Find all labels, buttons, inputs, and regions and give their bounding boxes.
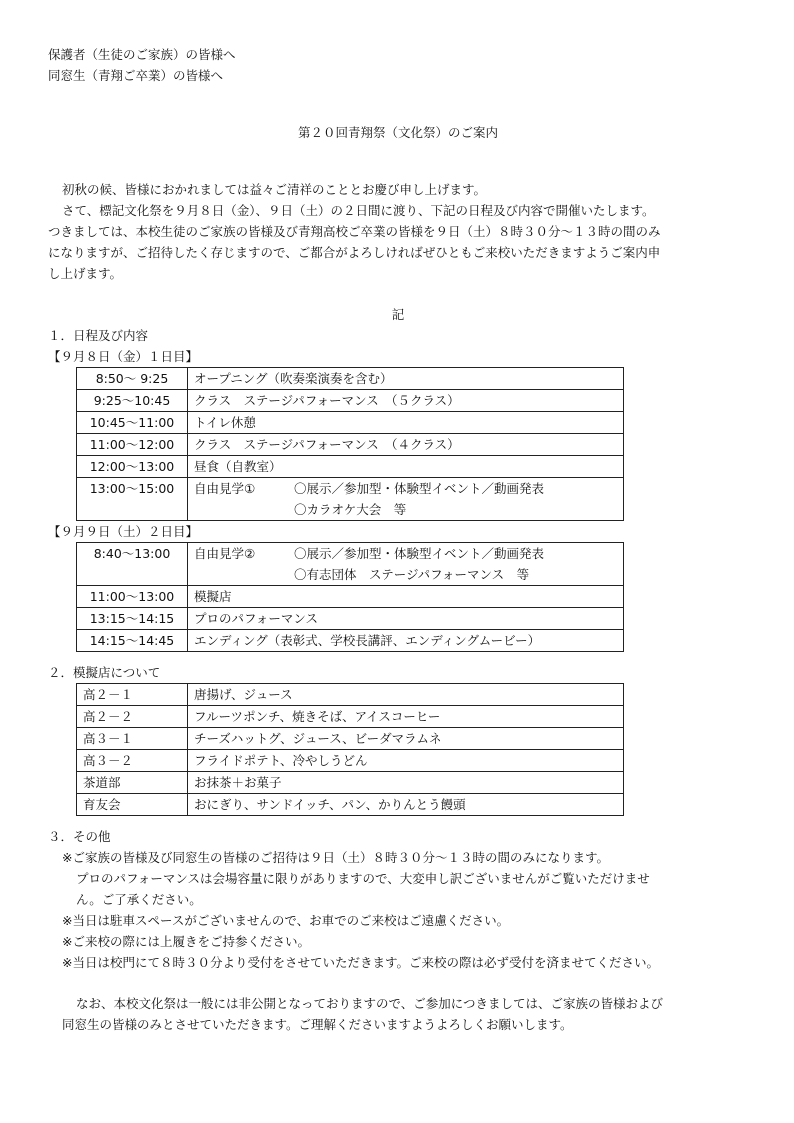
content-cell: エンディング（表彰式、学校長講評、エンディングムービー） — [188, 630, 624, 652]
intro-line: し上げます。 — [48, 266, 123, 281]
addressee-alumni: 同窓生（青翔ご卒業）の皆様へ — [48, 68, 224, 83]
time-cell: 8:50～ 9:25 — [77, 368, 188, 390]
table-row — [77, 434, 624, 456]
content-cell: クラス ステージパフォーマンス （５クラス） — [188, 390, 624, 412]
document-title: 第２０回青翔祭（文化祭）のご案内 — [297, 125, 498, 140]
document-page — [48, 44, 748, 1035]
day2-schedule-table — [76, 542, 624, 652]
table-row — [77, 390, 624, 412]
notes-list — [48, 847, 748, 973]
content-cell: クラス ステージパフォーマンス （４クラス） — [188, 434, 624, 456]
items-cell: フライドポテト、冷やしうどん — [188, 750, 624, 772]
note-item: ん。ご了承ください。 — [76, 892, 202, 907]
items-cell: フルーツポンチ、焼きそば、アイスコーヒー — [188, 706, 624, 728]
note-item: ※当日は校門にて８時３０分より受付をさせていただきます。ご来校の際は必ず受付を済ませてください。 — [62, 955, 659, 970]
note-item: プロのパフォーマンスは会場容量に限りがありますので、大変申し訳ございませんがご覧いただけませ — [76, 871, 650, 886]
section-heading-stalls: ２．模擬店について — [48, 665, 161, 680]
content-cell: オープニング（吹奏楽演奏を含む） — [188, 368, 624, 390]
table-row — [77, 608, 624, 630]
day1-schedule-table — [76, 367, 624, 521]
table-row — [77, 630, 624, 652]
section-heading-schedule: １．日程及び内容 — [48, 328, 149, 343]
table-row — [77, 728, 624, 750]
time-cell: 12:00～13:00 — [77, 456, 188, 478]
table-row — [77, 706, 624, 728]
table-row — [77, 684, 624, 706]
note-item: ※ご家族の皆様及び同窓生の皆様のご招待は９日（土）８時３０分～１３時の間のみになります。 — [62, 850, 609, 865]
intro-line: 初秋の候、皆様におかれましては益々ご清祥のこととお慶び申し上げます。 — [62, 182, 487, 197]
table-row — [77, 368, 624, 390]
ki-label: 記 — [391, 307, 405, 322]
free-tour-item: 〇展示／参加型・体験型イベント／動画発表 — [294, 546, 545, 561]
closing-line: 同窓生の皆様のみとさせていただきます。ご理解くださいますようよろしくお願いします。 — [62, 1017, 573, 1032]
free-tour-item: 〇展示／参加型・体験型イベント／動画発表 — [294, 481, 545, 496]
time-cell: 14:15～14:45 — [77, 630, 188, 652]
time-cell: 11:00～13:00 — [77, 586, 188, 608]
table-row — [77, 478, 624, 521]
class-cell: 高２－２ — [77, 706, 188, 728]
content-cell: 昼食（自教室） — [188, 456, 624, 478]
class-cell: 高２－１ — [77, 684, 188, 706]
content-cell: 模擬店 — [188, 586, 624, 608]
time-cell: 13:00～15:00 — [77, 478, 188, 521]
table-row — [77, 794, 624, 816]
free-tour-item: 〇有志団体 ステージパフォーマンス 等 — [294, 567, 530, 582]
class-cell: 茶道部 — [77, 772, 188, 794]
day1-label: 【９月８日（金）１日目】 — [48, 349, 199, 364]
table-row — [77, 750, 624, 772]
stalls-table — [76, 683, 624, 816]
free-tour-label: 自由見学② — [194, 546, 256, 561]
content-cell: プロのパフォーマンス — [188, 608, 624, 630]
table-row — [77, 586, 624, 608]
table-row — [77, 412, 624, 434]
intro-line: さて、標記文化祭を９月８日（金）、９日（土）の２日間に渡り、下記の日程及び内容で開催いたします。 — [62, 203, 655, 218]
table-row — [77, 456, 624, 478]
items-cell: チーズハットグ、ジュース、ビーダマラムネ — [188, 728, 624, 750]
section-heading-other: ３．その他 — [48, 829, 111, 844]
free-tour-item: 〇カラオケ大会 等 — [294, 502, 407, 517]
content-cell: トイレ休憩 — [188, 412, 624, 434]
items-cell: 唐揚げ、ジュース — [188, 684, 624, 706]
free-tour-label: 自由見学① — [194, 481, 256, 496]
closing-line: なお、本校文化祭は一般には非公開となっておりますので、ご参加につきましては、ご家族の皆様および — [76, 996, 664, 1011]
time-cell: 9:25～10:45 — [77, 390, 188, 412]
intro-line: になりますが、ご招待したく存じますので、ご都合がよろしければぜひともご来校いただきますようご案内申 — [48, 245, 661, 260]
note-item: ※ご来校の際には上履きをご持参ください。 — [62, 934, 310, 949]
time-cell: 11:00～12:00 — [77, 434, 188, 456]
content-cell — [188, 543, 624, 586]
time-cell: 8:40～13:00 — [77, 543, 188, 586]
class-cell: 育友会 — [77, 794, 188, 816]
table-row — [77, 543, 624, 586]
items-cell: おにぎり、サンドイッチ、パン、かりんとう饅頭 — [188, 794, 624, 816]
time-cell: 10:45～11:00 — [77, 412, 188, 434]
content-cell — [188, 478, 624, 521]
note-item: ※当日は駐車スペースがございませんので、お車でのご来校はご遠慮ください。 — [62, 913, 510, 928]
class-cell: 高３－１ — [77, 728, 188, 750]
class-cell: 高３－２ — [77, 750, 188, 772]
day2-label: 【９月９日（土）２日目】 — [48, 524, 199, 539]
addressee-parents: 保護者（生徒のご家族）の皆様へ — [48, 47, 236, 62]
intro-line: つきましては、本校生徒のご家族の皆様及び青翔高校ご卒業の皆様を９日（土）８時３０分～１３時の間のみ — [48, 224, 661, 239]
table-row — [77, 772, 624, 794]
time-cell: 13:15～14:15 — [77, 608, 188, 630]
items-cell: お抹茶＋お菓子 — [188, 772, 624, 794]
